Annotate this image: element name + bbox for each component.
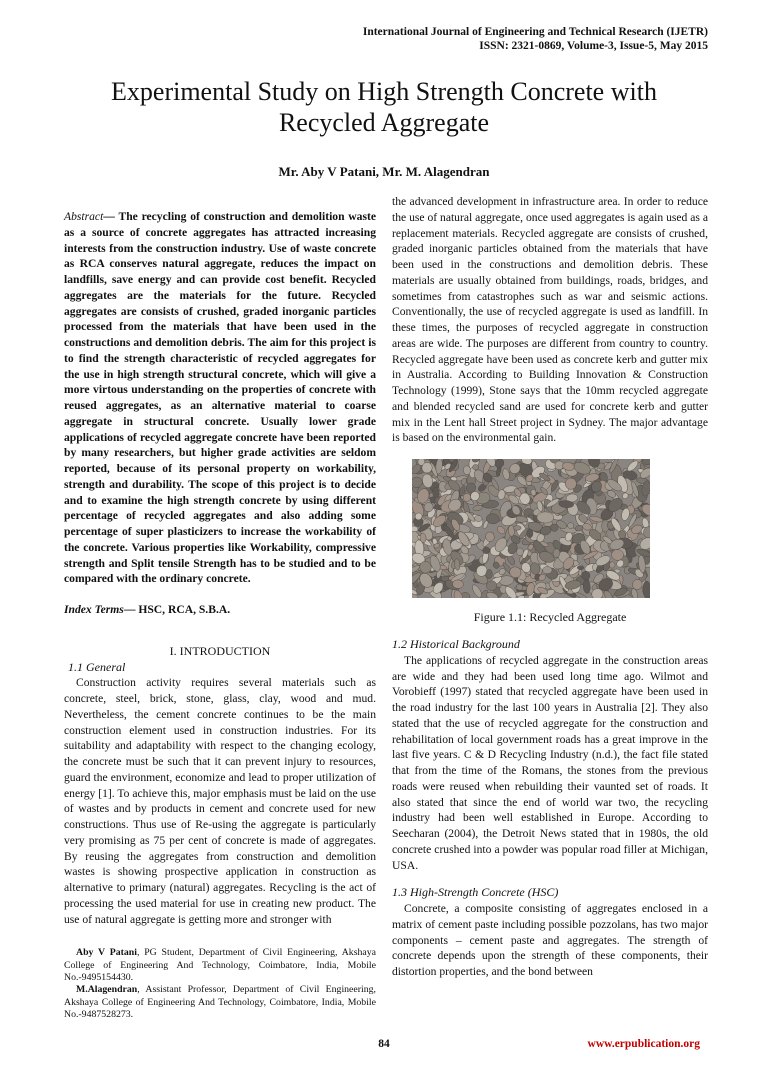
journal-issn: ISSN: 2321-0869, Volume-3, Issue-5, May 2015 — [479, 40, 708, 52]
authors: Mr. Aby V Patani, Mr. M. Alagendran — [278, 164, 490, 179]
title-line-1: Experimental Study on High Strength Concrete with — [111, 77, 657, 106]
footnote-name: M.Alagendran — [76, 984, 138, 996]
footnote-text: , PG Student, Department of Civil Engineering, Akshaya College of Engineering And Technology, Coimbatore, India, Mobile No.-9495154430. — [64, 947, 376, 984]
author-footnotes — [64, 947, 376, 1021]
index-terms — [64, 602, 376, 618]
gravel-stone — [516, 548, 524, 556]
gravel-stone — [472, 504, 483, 512]
two-column-body — [0, 194, 768, 1022]
section-heading: I. INTRODUCTION — [169, 643, 271, 658]
paragraph-right-intro: the advanced development in infrastructure area. In order to reduce the use of natural aggregate, once used aggregates is again used as a replacement materials. Recycled aggregate are consists of crushed, graded inorganic particles obtained from the materials that have been used in the constructions and demolition debris. These materials are usually obtained from buildings, roads, bridges, and sometimes from catastrophes such as war and seismic actions. Conventionally, the use of recycled aggregate is used as landfill. In these times, the purposes of recycled aggregate in construction areas are wide. The purposes are different from country to country. Recycled aggregate have been used as concrete kerb and gutter mix in Australia. According to Building Innovation & Construction Technology (1999), Stone says that the 10mm recycled aggregate and blended recycled sand are used for concrete kerb and gutter mix in the Lent hall Street project in Sydney. The major advantage is based on the environmental gain. — [392, 195, 708, 445]
paragraph: Construction activity requires several materials such as concrete, steel, brick, stone, glass, clay, wood and mud. Nevertheless, the cement concrete continues to be the main construction element used in construction industries. For its suitability and adaptability with respect to the changing ecology, the concrete must be such that it can prevent injury to resources, guard the environment, economize and lead to proper utilization of energy [1]. To achieve this, major emphasis must be laid on the use of wastes and by products in cement and concrete used for new constructions. Thus use of Re-using the aggregate is particularly very promising as 75 per cent of concrete is made of aggregates. By reusing the aggregates from construction and demolition wastes is showing prospective application in construction as alternative to primary (natural) aggregates. Recycling is the act of processing the used material for use in creating new product. The use of natural aggregate is getting more and stronger with — [64, 676, 376, 926]
gravel-stone — [537, 512, 554, 524]
gravel-stone — [626, 459, 640, 473]
figure-recycled-aggregate-photo — [412, 459, 650, 598]
gravel-stone — [609, 561, 615, 568]
index-terms-text: HSC, RCA, S.B.A. — [138, 603, 231, 616]
gravel-stone — [496, 525, 507, 536]
paper-title — [0, 76, 768, 138]
gravel-stone — [486, 569, 493, 579]
paragraph: Concrete, a composite consisting of aggregates enclosed in a matrix of cement paste including possible pozzolans, has two major components – cement paste and aggregates. The strength of concrete depends upon the strength of these components, their distortion properties, and the bond between — [392, 902, 708, 978]
journal-name: International Journal of Engineering and Technical Research (IJETR) — [362, 26, 708, 38]
gravel-stone — [583, 580, 591, 594]
publisher-url[interactable]: www.erpublication.org — [587, 1037, 700, 1050]
gravel-stone — [513, 525, 521, 530]
journal-header — [0, 0, 768, 53]
page-footer — [0, 1038, 768, 1066]
subsection-heading: 1.3 High-Strength Concrete (HSC) — [392, 885, 559, 900]
footnote-name: Aby V Patani — [76, 947, 137, 959]
paragraph: The applications of recycled aggregate in the construction areas are wide and they had been used long time ago. Wilmot and Vorobieff (1997) stated that recycled aggregate have been used in the road industry for the last 100 years in Australia [2]. They also stated that the use of recycled aggregate for the construction and rehabilitation of local government roads has a great improve in the last five years. C & D Recycling Industry (n.d.), the fact file stated that from the time of the Romans, the stones from the previous roads were reused when rebuilding their vaunted set of roads. It also stated that since the end of world war two, the recycling industry had been well established in Europe. According to Seecharan (2004), the Detroit News stated that in 1980s, the old concrete crushed into a powder was popular road filler at Michigan, USA. — [392, 653, 708, 872]
gravel-stone — [611, 549, 623, 560]
gravel-stone — [527, 529, 533, 538]
abstract-dash: — — [103, 210, 119, 223]
section-introduction — [64, 644, 376, 928]
gravel-stone — [530, 489, 536, 496]
page-number: 84 — [378, 1037, 390, 1050]
left-column — [64, 194, 376, 1022]
subsection-heading: 1.2 Historical Background — [392, 637, 520, 651]
gravel-image — [412, 459, 650, 598]
abstract-label: Abstract — [64, 210, 104, 223]
abstract-text: The recycling of construction and demolition waste as a source of concrete aggregates has attracted increasing interests from the construction industry. Use of waste concrete as RCA conserves natural aggregate, reduces the impact on landfills, save energy and can provide cost benefit. Recycled aggregates are the materials for the future. Recycled aggregates are consists of crushed, graded inorganic particles processed from the materials that have been used in the constructions and demolition debris. The aim for this project is to find the strength characteristic of recycled aggregates for the use in high strength structural concrete, which will give a more virtous understanding on the properties of concrete with reused aggregates, as an alternative material to coarse aggregate in structural concrete. Usually lower grade applications of recycled aggregate concrete have been reported by many researchers, but higher grade activities are seldom reported, because of its personal property on workability, strength and durability. The scope of this project is to decide and to examine the high strength concrete by using different percentage of recycled aggregates and also adding some percentage of super plasticizers to increase the workability of the concrete. Various properties like Workability, compressive strength and Split tensile Strength has to be studied and to be compared with the ordinary concrete. — [64, 210, 376, 586]
abstract — [64, 209, 376, 587]
index-terms-label: Index Terms — [64, 603, 124, 616]
section-hsc — [392, 885, 708, 980]
index-terms-dash: — — [123, 603, 139, 616]
footnote-text: , Assistant Professor, Department of Civil Engineering, Akshaya College of Engineering And Technology, Coimbatore, India, Mobile No.-9487528273. — [64, 984, 376, 1021]
title-line-2: Recycled Aggregate — [278, 108, 490, 137]
right-column — [392, 194, 708, 980]
gravel-stone — [482, 547, 490, 554]
subsection-heading: 1.1 General — [68, 659, 126, 674]
gravel-stone — [433, 487, 440, 498]
gravel-stone — [577, 565, 584, 569]
figure-caption: Figure 1.1: Recycled Aggregate — [473, 610, 627, 624]
section-historical-background — [392, 637, 708, 873]
